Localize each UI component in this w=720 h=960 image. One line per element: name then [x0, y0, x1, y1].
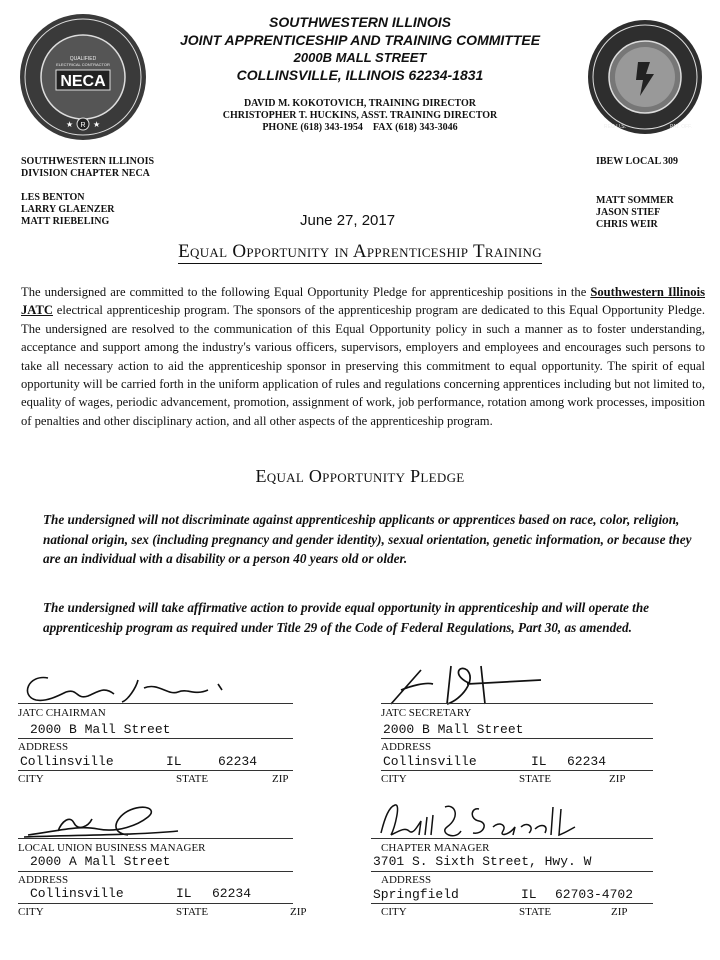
left-org-name-line-2: DIVISION CHAPTER NECA — [21, 168, 150, 179]
svg-text:QUALIFIED: QUALIFIED — [69, 56, 97, 62]
address-line — [381, 738, 653, 739]
right-member: MATT SOMMER — [596, 195, 674, 206]
address-label: ADDRESS — [381, 874, 432, 886]
zip-value: 62234 — [218, 754, 258, 769]
signature-chapter-manager — [375, 797, 595, 843]
city-line — [371, 903, 653, 904]
city-value: Collinsville — [383, 754, 477, 769]
ibew-seal — [586, 18, 704, 136]
svg-text:ELECTRICAL CONTRACTOR: ELECTRICAL CONTRACTOR — [56, 62, 110, 67]
zip-value: 62234 — [212, 886, 252, 901]
document-title-text: Equal Opportunity in Apprenticeship Training — [178, 241, 542, 262]
city-value: Collinsville — [30, 886, 124, 901]
city-value: Collinsville — [20, 754, 114, 769]
neca-logo-text: NECA — [60, 73, 106, 90]
address-label: ADDRESS — [381, 741, 432, 753]
address-value: 3701 S. Sixth Street, Hwy. W — [373, 854, 592, 869]
signature-line — [381, 703, 653, 704]
intro-org-name: Southwestern Illinois JATC — [21, 285, 705, 318]
state-value: IL — [521, 887, 537, 902]
signature-chairman — [18, 666, 258, 706]
header-line-4: COLLINSVILLE, ILLINOIS 62234-1831 — [236, 67, 484, 83]
svg-text:★: ★ — [66, 120, 74, 129]
svg-text:PAT. OFF.: PAT. OFF. — [670, 124, 693, 130]
address-value: 2000 B Mall Street — [30, 722, 171, 737]
state-value: IL — [531, 754, 547, 769]
header-line-1: SOUTHWESTERN ILLINOIS — [269, 14, 451, 30]
state-label: STATE — [519, 906, 552, 918]
signer-title: LOCAL UNION BUSINESS MANAGER — [18, 842, 206, 854]
intro-paragraph — [21, 283, 705, 430]
intro-before: The undersigned are committed to the following Equal Opportunity Pledge for apprenticeship positions in the — [21, 285, 591, 299]
address-value: 2000 A Mall Street — [30, 854, 171, 869]
pledge-paragraph-2: The undersigned will take affirmative action to provide equal opportunity in apprenticeship and will operate the apprenticeship program as required under Title 29 of the Code of Federal Regulations, Part 30, as amended. — [43, 600, 650, 635]
left-org-name — [21, 156, 154, 180]
left-org-members — [21, 192, 114, 228]
signature-block-business-manager — [18, 795, 307, 925]
signature-line — [18, 838, 293, 839]
city-line — [18, 770, 293, 771]
zip-label: ZIP — [272, 773, 289, 785]
header-line-2: JOINT APPRENTICESHIP AND TRAINING COMMITTEE — [179, 32, 541, 48]
intro-after: electrical apprenticeship program. The sponsors of the apprenticeship program are dedicated to this Equal Opportunity Pledge. The undersigned are resolved to the communication of this Equal Opportunity policy in such a manner as to foster understanding, acceptance and support among the industry's various officers, supervisors, employers and employees and encourages such persons to take all necessary action to aid the apprenticeship sponsor in preserving this commitment to equal opportunity. The spirit of equal opportunity will be carried forth in the uniform application of rules and regulations concerning apprentices including but not limited to, equality of wages, periodic advancement, promotion, assignment of work, job performance, rotation among work processes, imposition of penalties and other disciplinary action, and all other aspects of the apprenticeship program. — [21, 303, 705, 428]
signature-business-manager — [18, 795, 218, 841]
signer-title: CHAPTER MANAGER — [381, 842, 490, 854]
zip-value: 62703-4702 — [555, 887, 634, 902]
signature-secretary — [381, 660, 581, 708]
asst-training-director: CHRISTOPHER T. HUCKINS, ASST. TRAINING DIRECTOR — [222, 110, 498, 121]
address-label: ADDRESS — [18, 741, 69, 753]
city-label: CITY — [18, 773, 44, 785]
svg-text:★: ★ — [93, 120, 101, 129]
state-value: IL — [166, 754, 182, 769]
document-date: June 27, 2017 — [300, 212, 396, 229]
pledge-title: Equal Opportunity Pledge — [255, 466, 465, 486]
pledge-paragraph-1: The undersigned will not discriminate against apprenticeship applicants or apprentices based on race, color, religion, national origin, sex (including pregnancy and gender identity), sexual orientation, genetic information, or because they are an individual with a disability or a person 40 years old or older. — [43, 512, 692, 566]
city-line — [381, 770, 653, 771]
neca-seal — [18, 12, 148, 142]
zip-value: 62234 — [567, 754, 607, 769]
city-label: CITY — [381, 773, 407, 785]
right-member: JASON STIEF — [596, 207, 661, 218]
signature-block-chapter-manager — [371, 795, 653, 925]
signature-line — [18, 703, 293, 704]
left-member: MATT RIEBELING — [21, 216, 110, 227]
address-line — [371, 871, 653, 872]
address-line — [18, 871, 293, 872]
document-title — [0, 241, 720, 263]
signature-line — [371, 838, 653, 839]
address-line — [18, 738, 293, 739]
left-org-name-line-1: SOUTHWESTERN ILLINOIS — [21, 156, 155, 167]
signer-title: JATC SECRETARY — [381, 707, 472, 719]
state-value: IL — [176, 886, 192, 901]
state-label: STATE — [519, 773, 552, 785]
zip-label: ZIP — [290, 906, 307, 918]
right-org-members — [596, 195, 674, 231]
zip-label: ZIP — [609, 773, 626, 785]
address-label: ADDRESS — [18, 874, 69, 886]
left-member: LARRY GLAENZER — [21, 204, 115, 215]
city-label: CITY — [381, 906, 407, 918]
state-label: STATE — [176, 906, 209, 918]
signer-title: JATC CHAIRMAN — [18, 707, 106, 719]
svg-text:R: R — [80, 122, 86, 129]
address-value: 2000 B Mall Street — [383, 722, 524, 737]
signature-block-secretary — [381, 660, 653, 785]
right-org-name: IBEW LOCAL 309 — [596, 156, 679, 167]
svg-text:REG U.S.: REG U.S. — [604, 124, 626, 130]
signature-block-chairman — [18, 660, 293, 785]
state-label: STATE — [176, 773, 209, 785]
left-member: LES BENTON — [21, 192, 85, 203]
city-line — [18, 903, 293, 904]
city-label: CITY — [18, 906, 44, 918]
header-line-3: 2000B MALL STREET — [293, 50, 427, 65]
right-member: CHRIS WEIR — [596, 219, 658, 230]
phone-fax: PHONE (618) 343-1954 FAX (618) 343-3046 — [262, 122, 458, 133]
zip-label: ZIP — [611, 906, 628, 918]
training-director: DAVID M. KOKOTOVICH, TRAINING DIRECTOR — [243, 98, 477, 109]
city-value: Springfield — [373, 887, 459, 902]
